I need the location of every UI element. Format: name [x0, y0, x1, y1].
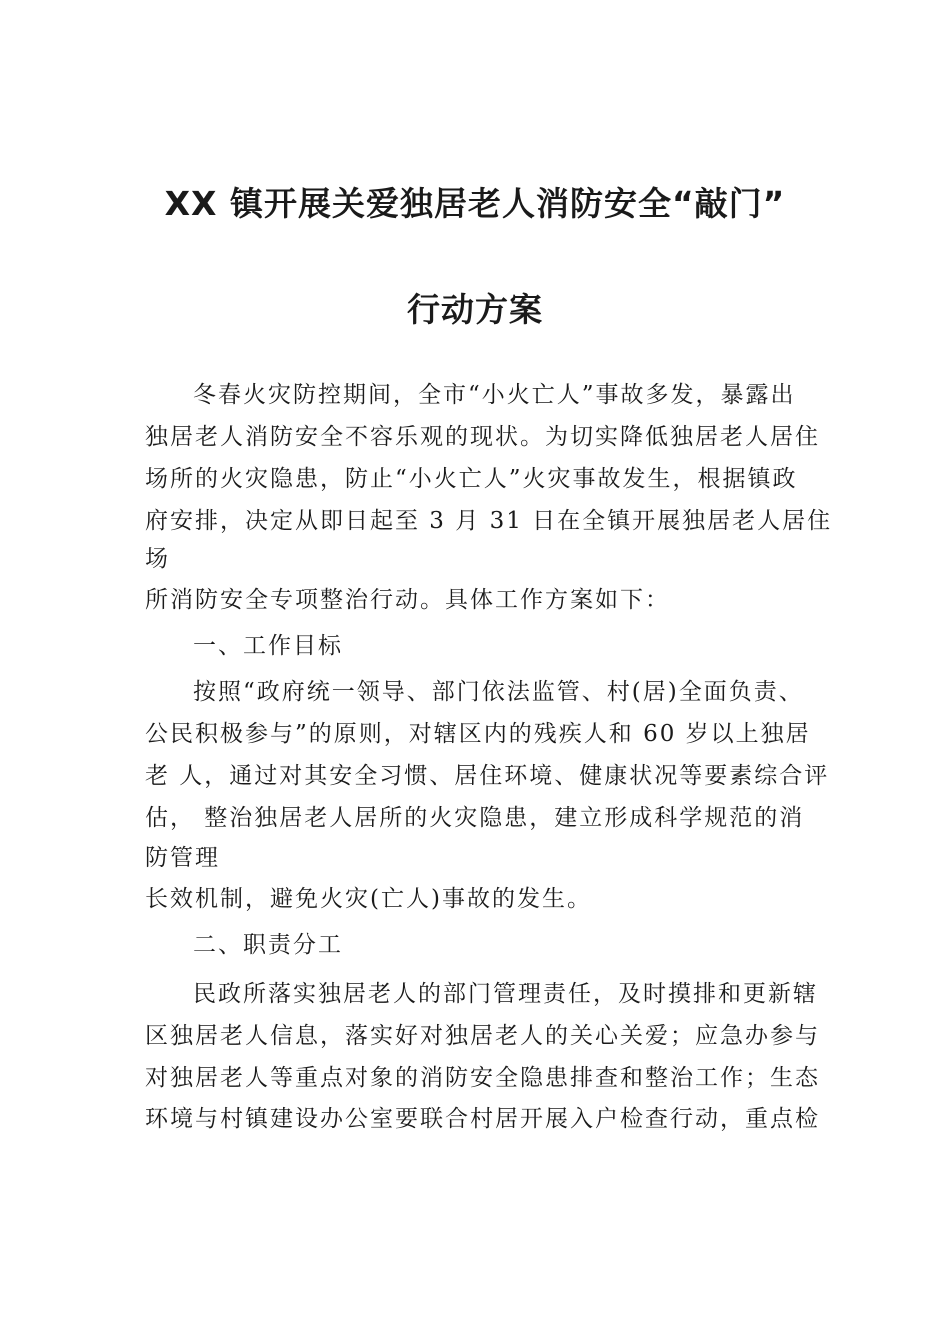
section-heading: 二、职责分工 [193, 932, 343, 958]
body-line: 防管理 [145, 845, 220, 871]
body-line: 估， 整治独居老人居所的火灾隐患，建立形成科学规范的消 [145, 805, 805, 831]
body-line: 公民积极参与”的原则，对辖区内的残疾人和 60 岁以上独居 [145, 721, 811, 747]
body-line: 冬春火灾防控期间，全市“小火亡人”事故多发，暴露出 [193, 382, 796, 408]
body-line: 所消防安全专项整治行动。具体工作方案如下： [145, 587, 670, 613]
body-line: 区独居老人信息，落实好对独居老人的关心关爱；应急办参与 [145, 1023, 820, 1049]
section-heading: 一、工作目标 [193, 633, 343, 659]
document-title-line-1: XX 镇开展关爱独居老人消防安全“敲门” [164, 184, 786, 223]
body-line: 环境与村镇建设办公室要联合村居开展入户检查行动，重点检 [145, 1106, 820, 1132]
body-line: 府安排，决定从即日起至 3 月 31 日在全镇开展独居老人居住 [145, 508, 833, 534]
body-line: 场所的火灾隐患，防止“小火亡人”火灾事故发生，根据镇政 [145, 466, 798, 492]
body-line: 场 [145, 546, 170, 572]
body-line: 按照“政府统一领导、部门依法监管、村(居)全面负责、 [193, 679, 804, 705]
body-line: 老 人，通过对其安全习惯、居住环境、健康状况等要素综合评 [145, 763, 830, 789]
document-title-line-2: 行动方案 [407, 290, 543, 329]
body-line: 长效机制，避免火灾(亡人)事故的发生。 [145, 886, 592, 912]
body-line: 民政所落实独居老人的部门管理责任，及时摸排和更新辖 [193, 981, 818, 1007]
body-line: 对独居老人等重点对象的消防安全隐患排查和整治工作；生态 [145, 1065, 820, 1091]
body-line: 独居老人消防安全不容乐观的现状。为切实降低独居老人居住 [145, 424, 820, 450]
